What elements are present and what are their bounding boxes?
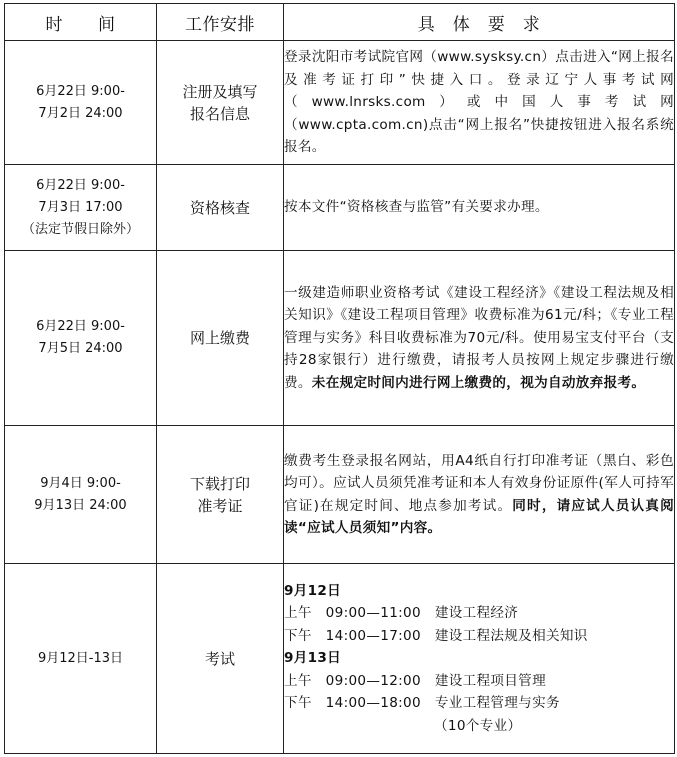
task-line: 准考证: [197, 496, 243, 515]
exam-note: （10个专业）: [434, 717, 522, 734]
exam-session: 下午 14:00—18:00 专业工程管理与实务: [284, 695, 560, 712]
task-cell: [157, 251, 284, 426]
task-line: 资格核查: [189, 198, 250, 217]
time-cell: [5, 251, 157, 426]
requirement-cell: [284, 426, 675, 564]
task-cell: [157, 426, 284, 564]
requirement-text: 缴费考生登录报名网站，用A4纸自行打印准考证（黑白、彩色均可）。应试人员须凭准考证和本人有效身份证原件(军人可持军官证)在规定时间、地点参加考试。: [284, 452, 674, 514]
requirement-notice: 同时，请应试人员认真阅读“应试人员须知”内容。: [284, 497, 674, 536]
time-line: 9月13日 24:00: [34, 497, 127, 513]
header-requirements: 具 体 要 求: [284, 4, 675, 41]
time-line: 6月22日 9:00-: [36, 83, 125, 99]
time-line: 6月22日 9:00-: [36, 177, 125, 193]
requirement-warning: 未在规定时间内进行网上缴费的，视为自动放弃报考。: [311, 374, 646, 391]
time-line: 9月12日-13日: [37, 650, 124, 666]
task-cell: [157, 41, 284, 165]
exam-schedule-table: [4, 3, 675, 754]
time-cell: [5, 426, 157, 564]
header-task: 工作安排: [157, 4, 284, 41]
requirement-cell: [284, 41, 675, 165]
time-line: 7月2日 24:00: [38, 105, 123, 121]
table-row: [5, 564, 675, 754]
requirement-cell: [284, 251, 675, 426]
time-line: 7月3日 17:00: [38, 199, 123, 215]
header-row: [5, 4, 675, 41]
time-note: （法定节假日除外）: [21, 221, 139, 237]
task-cell: [157, 165, 284, 251]
task-line: 下载打印: [189, 474, 250, 493]
task-line: 注册及填写: [182, 82, 258, 101]
exam-day-2: 9月13日: [284, 650, 342, 667]
task-line: 网上缴费: [189, 329, 250, 347]
schedule-table-wrapper: [4, 3, 675, 754]
exam-schedule-cell: [284, 564, 675, 754]
exam-session: 下午 14:00—17:00 建设工程法规及相关知识: [284, 627, 588, 644]
requirement-text: 一级建造师职业资格考试《建设工程经济》《建设工程法规及相关知识》《建设工程项目管理》收费标准为61元/科；《专业工程管理与实务》科目收费标准为70元/科。使用易宝支付平台（支持28家银行）进行缴费，请报考人员按网上规定步骤进行缴费。: [284, 284, 674, 391]
time-line: 9月4日 9:00-: [40, 475, 121, 491]
time-line: 6月22日 9:00-: [36, 319, 125, 334]
table-row: [5, 41, 675, 165]
exam-session: 上午 09:00—12:00 建设工程项目管理: [284, 672, 546, 689]
requirement-cell: [284, 165, 675, 251]
table-row: [5, 251, 675, 426]
exam-session: 上午 09:00—11:00 建设工程经济: [284, 605, 519, 622]
exam-day-1: 9月12日: [284, 582, 342, 599]
header-time: 时 间: [5, 4, 157, 41]
time-cell: [5, 564, 157, 754]
table-row: [5, 426, 675, 564]
time-cell: [5, 41, 157, 165]
task-line: 考试: [204, 649, 235, 668]
time-cell: [5, 165, 157, 251]
task-line: 报名信息: [189, 104, 250, 123]
task-cell: [157, 564, 284, 754]
table-row: [5, 165, 675, 251]
time-line: 7月5日 24:00: [38, 341, 123, 356]
requirement-text: 登录沈阳市考试院官网（www.sysksy.cn）点击进入“网上报名及准考证打印”快捷入口。登录辽宁人事考试网（www.lnrsks.com）或中国人事考试网（www.cpta.com.cn)点击“网上报名”快捷按钮进入报名系统报名。: [284, 49, 674, 156]
requirement-text: 按本文件“资格核查与监管”有关要求办理。: [284, 199, 549, 216]
